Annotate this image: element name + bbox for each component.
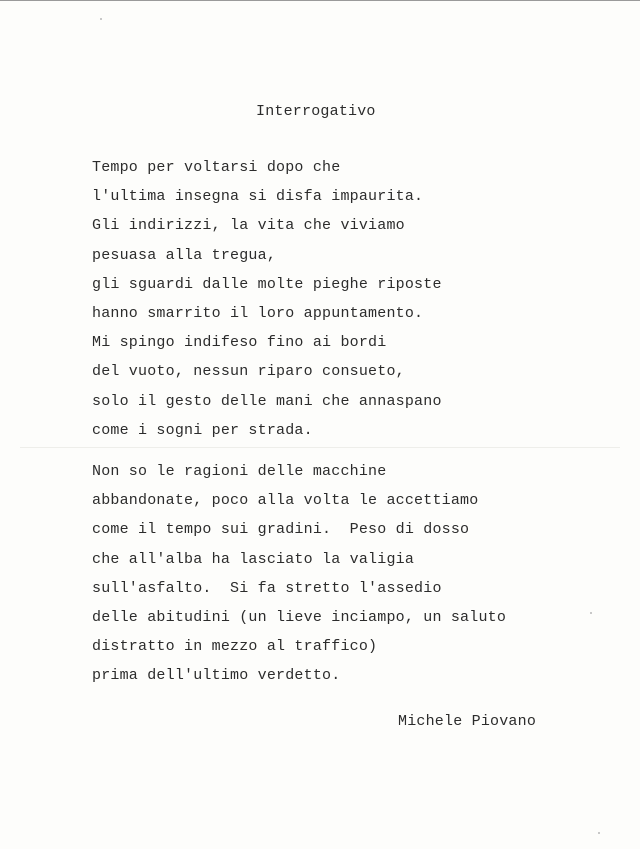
poem-line: abbandonate, poco alla volta le accettiamo [92, 492, 479, 510]
poem-line: hanno smarrito il loro appuntamento. [92, 304, 424, 322]
poem-line: Mi spingo indifeso fino ai bordi [92, 334, 387, 352]
poem-line: del vuoto, nessun riparo consueto, [92, 363, 405, 381]
poem-line: come il tempo sui gradini. Peso di dosso [92, 521, 470, 539]
poem-line: gli sguardi dalle molte pieghe riposte [92, 275, 442, 293]
author-signature: Michele Piovano [398, 713, 537, 730]
paper-speck [100, 18, 102, 20]
poem-line: Non so le ragioni delle macchine [92, 463, 387, 480]
poem-line: distratto in mezzo al traffico) [92, 638, 378, 656]
poem-line: Tempo per voltarsi dopo che [92, 159, 341, 176]
paper-top-edge [0, 0, 640, 1]
paper-speck [598, 832, 600, 834]
stanza-2 [92, 462, 506, 696]
paper-speck [590, 612, 592, 614]
poem-line: Gli indirizzi, la vita che viviamo [92, 217, 405, 235]
stanza-1 [92, 158, 442, 450]
poem-line: l'ultima insegna si disfa impaurita. [92, 188, 424, 206]
poem-line: prima dell'ultimo verdetto. [92, 667, 341, 685]
poem-line: solo il gesto delle mani che annaspano [92, 392, 442, 410]
poem-title: Interrogativo [256, 103, 376, 120]
poem-line: sull'asfalto. Si fa stretto l'assedio [92, 579, 442, 597]
poem-line: come i sogni per strada. [92, 421, 313, 439]
poem-line: delle abitudini (un lieve inciampo, un saluto [92, 608, 507, 626]
poem-line: che all'alba ha lasciato la valigia [92, 550, 415, 568]
poem-line: pesuasa alla tregua, [92, 246, 277, 264]
